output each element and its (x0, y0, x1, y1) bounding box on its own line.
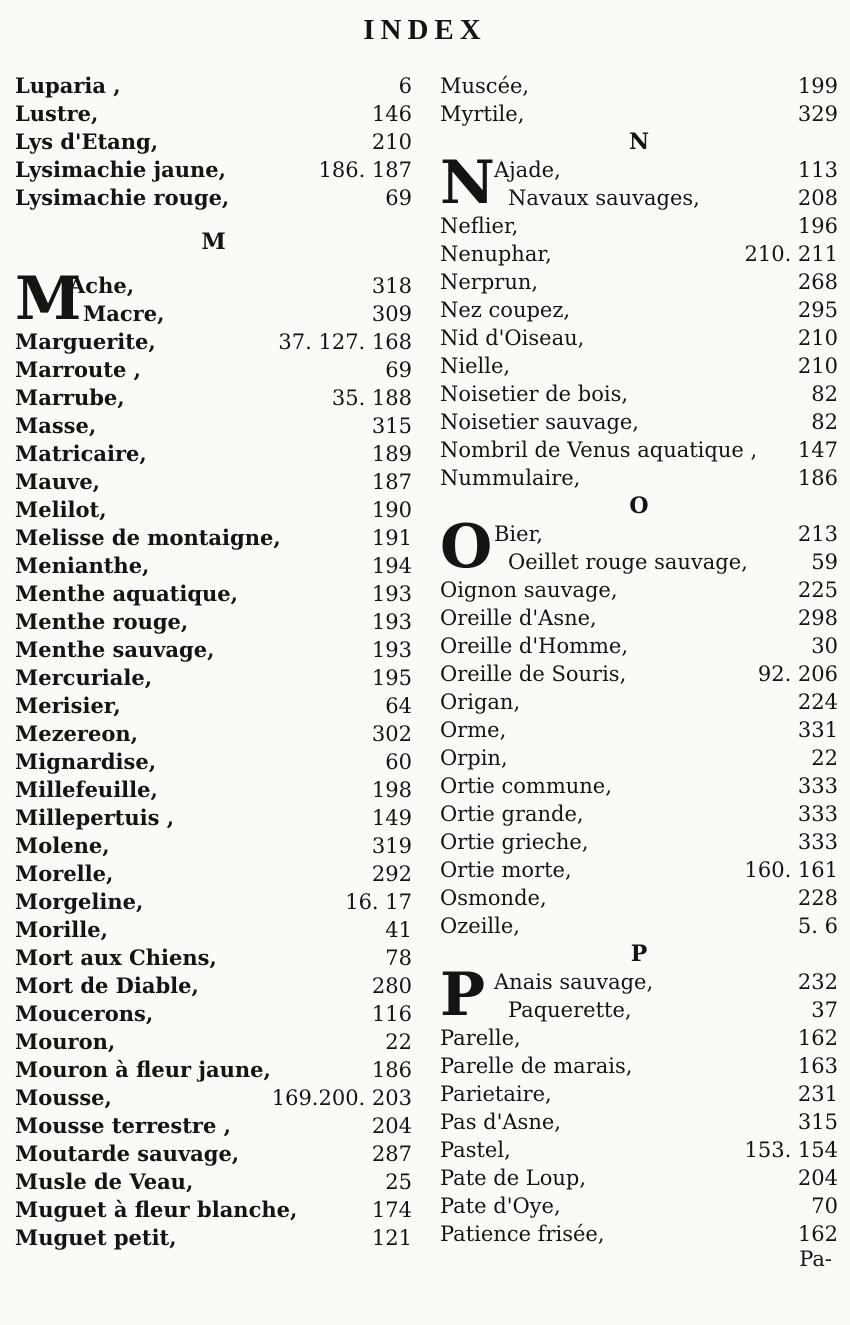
entry-name: Nummulaire, (440, 466, 581, 490)
index-entry (15, 100, 412, 128)
index-entry (15, 552, 412, 580)
entry-pages: 35. 188 (331, 386, 412, 410)
entry-pages: 64 (385, 694, 412, 718)
entry-pages: 92. 206 (757, 662, 838, 686)
entry-name: Osmonde, (440, 886, 547, 910)
entry-name: Mousse terrestre , (15, 1113, 231, 1138)
index-entry (440, 744, 838, 772)
entry-pages: 268 (797, 270, 838, 294)
index-entry (15, 1224, 412, 1252)
entry-name: Nielle, (440, 354, 511, 378)
index-entry (440, 1164, 838, 1192)
entry-pages: 160. 161 (744, 858, 838, 882)
index-entry (440, 184, 838, 212)
entry-pages: 69 (385, 186, 412, 210)
entry-name: Noisetier de bois, (440, 382, 629, 406)
section-letter: N (628, 129, 650, 155)
section-letter: P (630, 941, 648, 967)
entry-name: Millefeuille, (15, 777, 158, 802)
entry-name: Moucerons, (15, 1001, 154, 1026)
index-entry (440, 72, 838, 100)
entry-pages: 210 (797, 326, 838, 350)
entry-name: Ortie grande, (440, 802, 584, 826)
entry-name: Oeillet rouge sauvage, (508, 550, 748, 574)
index-entry (440, 660, 838, 688)
entry-pages: 6 (398, 74, 412, 98)
entry-name: Pate de Loup, (440, 1166, 587, 1190)
entry-name: Muscée, (440, 74, 530, 98)
index-entry (440, 576, 838, 604)
index-entry (15, 128, 412, 156)
entry-name: Neflier, (440, 214, 519, 238)
entry-pages: 174 (371, 1198, 412, 1222)
entry-name: Nenuphar, (440, 242, 552, 266)
entry-pages: 204 (371, 1114, 412, 1138)
entry-name: Pate d'Oye, (440, 1194, 561, 1218)
entry-name: Marroute , (15, 357, 141, 382)
entry-pages: 146 (371, 102, 412, 126)
entry-pages: 25 (385, 1170, 412, 1194)
entry-name: Morelle, (15, 861, 114, 886)
entry-pages: 30 (811, 634, 838, 658)
entry-pages: 22 (385, 1030, 412, 1054)
index-entry (15, 776, 412, 804)
entry-name: Myrtile, (440, 102, 525, 126)
entry-pages: 163 (797, 1054, 838, 1078)
entry-name: Parietaire, (440, 1082, 552, 1106)
entry-pages: 60 (385, 750, 412, 774)
entry-pages: 190 (371, 498, 412, 522)
catchword: Pa- (799, 1247, 832, 1271)
index-entry (15, 692, 412, 720)
entry-pages: 82 (811, 410, 838, 434)
index-entry (15, 888, 412, 916)
index-entry (440, 800, 838, 828)
entry-pages: 210. 211 (744, 242, 838, 266)
entry-name: Ortie grieche, (440, 830, 589, 854)
entry-pages: 333 (797, 802, 838, 826)
index-entry (440, 1024, 838, 1052)
index-entry (15, 1084, 412, 1112)
entry-pages: 295 (797, 298, 838, 322)
entry-pages: 210 (797, 354, 838, 378)
entry-pages: 309 (371, 302, 412, 326)
entry-name: Origan, (440, 690, 521, 714)
index-entry (440, 212, 838, 240)
entry-pages: 333 (797, 774, 838, 798)
entry-pages: 149 (371, 806, 412, 830)
entry-name: Menianthe, (15, 553, 150, 578)
entry-name: Parelle, (440, 1026, 521, 1050)
index-entry (440, 996, 838, 1024)
entry-name: Nez coupez, (440, 298, 571, 322)
entry-pages: 189 (371, 442, 412, 466)
entry-pages: 315 (371, 414, 412, 438)
entry-name: Morgeline, (15, 889, 144, 914)
entry-pages: 41 (385, 918, 412, 942)
entry-pages: 69 (385, 358, 412, 382)
index-entry (15, 1056, 412, 1084)
entry-name: Luparia , (15, 73, 121, 98)
entry-name: Ortie commune, (440, 774, 612, 798)
index-entry (440, 1220, 838, 1248)
spacer (15, 212, 412, 228)
index-entry (15, 944, 412, 972)
index-entry (440, 548, 838, 576)
entry-name: Masse, (15, 413, 97, 438)
entry-name: Morille, (15, 917, 108, 942)
entry-pages: 82 (811, 382, 838, 406)
index-entry (15, 608, 412, 636)
section-letter: M (201, 229, 226, 255)
entry-pages: 302 (371, 722, 412, 746)
index-entry (440, 324, 838, 352)
index-entry (15, 916, 412, 944)
index-entry (440, 436, 838, 464)
index-entry (15, 524, 412, 552)
entry-name: Mouron, (15, 1029, 116, 1054)
entry-pages: 193 (371, 582, 412, 606)
entry-name: Menthe sauvage, (15, 637, 215, 662)
index-entry (15, 636, 412, 664)
index-entry (440, 856, 838, 884)
entry-name: Mouron à fleur jaune, (15, 1057, 271, 1082)
entry-pages: 186 (797, 466, 838, 490)
entry-pages: 162 (797, 1222, 838, 1246)
entry-name: Mercuriale, (15, 665, 153, 690)
entry-pages: 191 (371, 526, 412, 550)
index-entry (15, 412, 412, 440)
index-entry (15, 1196, 412, 1224)
entry-name: Patience frisée, (440, 1222, 605, 1246)
entry-name: Muguet petit, (15, 1225, 177, 1250)
entry-name: Ache, (69, 273, 135, 298)
entry-name: Navaux sauvages, (508, 186, 700, 210)
entry-pages: 194 (371, 554, 412, 578)
entry-pages: 198 (371, 778, 412, 802)
entry-name: Melisse de montaigne, (15, 525, 281, 550)
index-entry (440, 688, 838, 716)
index-entry (440, 1080, 838, 1108)
entry-name: Oreille d'Homme, (440, 634, 629, 658)
index-entry (440, 1108, 838, 1136)
entry-name: Menthe rouge, (15, 609, 189, 634)
entry-name: Nid d'Oiseau, (440, 326, 585, 350)
entry-name: Bier, (494, 522, 543, 546)
entry-name: Ortie morte, (440, 858, 572, 882)
entry-name: Molene, (15, 833, 110, 858)
entry-pages: 232 (797, 970, 838, 994)
entry-name: Musle de Veau, (15, 1169, 194, 1194)
entry-name: Lys d'Etang, (15, 129, 159, 154)
entry-name: Anais sauvage, (494, 970, 654, 994)
index-column-left (15, 72, 412, 1252)
entry-pages: 78 (385, 946, 412, 970)
entry-name: Melilot, (15, 497, 107, 522)
entry-pages: 315 (797, 1110, 838, 1134)
index-entry (15, 496, 412, 524)
entry-name: Mousse, (15, 1085, 112, 1110)
entry-pages: 162 (797, 1026, 838, 1050)
entry-name: Oreille d'Asne, (440, 606, 597, 630)
entry-pages: 121 (371, 1226, 412, 1250)
drop-initial: M (15, 264, 82, 334)
entry-pages: 231 (797, 1082, 838, 1106)
entry-pages: 153. 154 (744, 1138, 838, 1162)
entry-pages: 204 (797, 1166, 838, 1190)
entry-name: Ozeille, (440, 914, 520, 938)
drop-initial: P (440, 960, 486, 1030)
entry-name: Nombril de Venus aquatique , (440, 438, 758, 462)
entry-pages: 37. 127. 168 (278, 330, 412, 354)
index-entry (440, 716, 838, 744)
index-entry (15, 1112, 412, 1140)
entry-pages: 287 (371, 1142, 412, 1166)
index-entry (440, 828, 838, 856)
index-entry (440, 464, 838, 492)
entry-name: Oignon sauvage, (440, 578, 618, 602)
index-entry (15, 832, 412, 860)
entry-name: Moutarde sauvage, (15, 1141, 240, 1166)
entry-pages: 208 (797, 186, 838, 210)
index-entry (15, 860, 412, 888)
entry-pages: 292 (371, 862, 412, 886)
entry-name: Orme, (440, 718, 507, 742)
index-entry (15, 720, 412, 748)
entry-pages: 169.200. 203 (271, 1086, 412, 1110)
entry-name: Macre, (83, 301, 165, 326)
entry-name: Menthe aquatique, (15, 581, 238, 606)
index-entry (440, 1052, 838, 1080)
index-entry (440, 240, 838, 268)
index-entry (440, 772, 838, 800)
entry-pages: 113 (797, 158, 838, 182)
index-entry (15, 328, 412, 356)
index-column-right (440, 72, 838, 1248)
section-letter: O (629, 493, 649, 519)
index-entry (440, 1192, 838, 1220)
index-entry (15, 1000, 412, 1028)
entry-name: Lysimachie jaune, (15, 157, 226, 182)
entry-name: Mezereon, (15, 721, 138, 746)
entry-pages: 329 (797, 102, 838, 126)
drop-initial: O (440, 512, 493, 582)
entry-name: Mort de Diable, (15, 973, 199, 998)
entry-pages: 37 (811, 998, 838, 1022)
entry-pages: 319 (371, 834, 412, 858)
index-entry (15, 664, 412, 692)
entry-pages: 22 (811, 746, 838, 770)
index-entry (15, 580, 412, 608)
index-entry (15, 156, 412, 184)
entry-pages: 196 (797, 214, 838, 238)
entry-name: Ajade, (494, 158, 561, 182)
index-entry (15, 1140, 412, 1168)
entry-name: Marguerite, (15, 329, 156, 354)
index-entry (15, 1028, 412, 1056)
index-entry (15, 804, 412, 832)
entry-pages: 147 (797, 438, 838, 462)
entry-name: Marrube, (15, 385, 125, 410)
index-entry (15, 468, 412, 496)
entry-name: Muguet à fleur blanche, (15, 1197, 298, 1222)
index-entry (440, 380, 838, 408)
entry-pages: 70 (811, 1194, 838, 1218)
entry-pages: 5. 6 (797, 914, 838, 938)
entry-pages: 210 (371, 130, 412, 154)
entry-name: Millepertuis , (15, 805, 175, 830)
entry-pages: 187 (371, 470, 412, 494)
entry-pages: 213 (797, 522, 838, 546)
entry-name: Lustre, (15, 101, 99, 126)
entry-pages: 186 (371, 1058, 412, 1082)
entry-name: Lysimachie rouge, (15, 185, 230, 210)
entry-name: Oreille de Souris, (440, 662, 627, 686)
entry-pages: 228 (797, 886, 838, 910)
entry-pages: 59 (811, 550, 838, 574)
index-entry (15, 972, 412, 1000)
index-entry (15, 1168, 412, 1196)
entry-name: Pastel, (440, 1138, 511, 1162)
entry-name: Pas d'Asne, (440, 1110, 561, 1134)
entry-name: Paquerette, (508, 998, 632, 1022)
index-entry (15, 300, 412, 328)
entry-name: Mauve, (15, 469, 100, 494)
page-title: INDEX (363, 14, 487, 46)
entry-pages: 225 (797, 578, 838, 602)
entry-pages: 193 (371, 638, 412, 662)
index-entry (15, 440, 412, 468)
entry-name: Noisetier sauvage, (440, 410, 639, 434)
entry-name: Mort aux Chiens, (15, 945, 217, 970)
entry-name: Orpin, (440, 746, 508, 770)
entry-pages: 193 (371, 610, 412, 634)
entry-pages: 116 (371, 1002, 412, 1026)
entry-name: Nerprun, (440, 270, 539, 294)
entry-pages: 16. 17 (345, 890, 412, 914)
entry-pages: 280 (371, 974, 412, 998)
index-entry (15, 184, 412, 212)
index-entry (15, 748, 412, 776)
entry-pages: 331 (797, 718, 838, 742)
index-entry (440, 408, 838, 436)
index-entry (440, 100, 838, 128)
index-entry (440, 352, 838, 380)
index-entry (440, 912, 838, 940)
entry-name: Parelle de marais, (440, 1054, 633, 1078)
entry-name: Mignardise, (15, 749, 157, 774)
index-entry (440, 1136, 838, 1164)
drop-initial: N (440, 148, 495, 218)
index-entry (440, 268, 838, 296)
entry-name: Matricaire, (15, 441, 147, 466)
entry-name: Merisier, (15, 693, 121, 718)
entry-pages: 224 (797, 690, 838, 714)
index-entry (15, 384, 412, 412)
index-entry (440, 884, 838, 912)
index-entry (15, 72, 412, 100)
entry-pages: 195 (371, 666, 412, 690)
index-entry (440, 604, 838, 632)
entry-pages: 186. 187 (318, 158, 412, 182)
entry-pages: 298 (797, 606, 838, 630)
index-entry (440, 632, 838, 660)
index-entry (440, 296, 838, 324)
index-entry (15, 356, 412, 384)
entry-pages: 318 (371, 274, 412, 298)
entry-pages: 333 (797, 830, 838, 854)
entry-pages: 199 (797, 74, 838, 98)
